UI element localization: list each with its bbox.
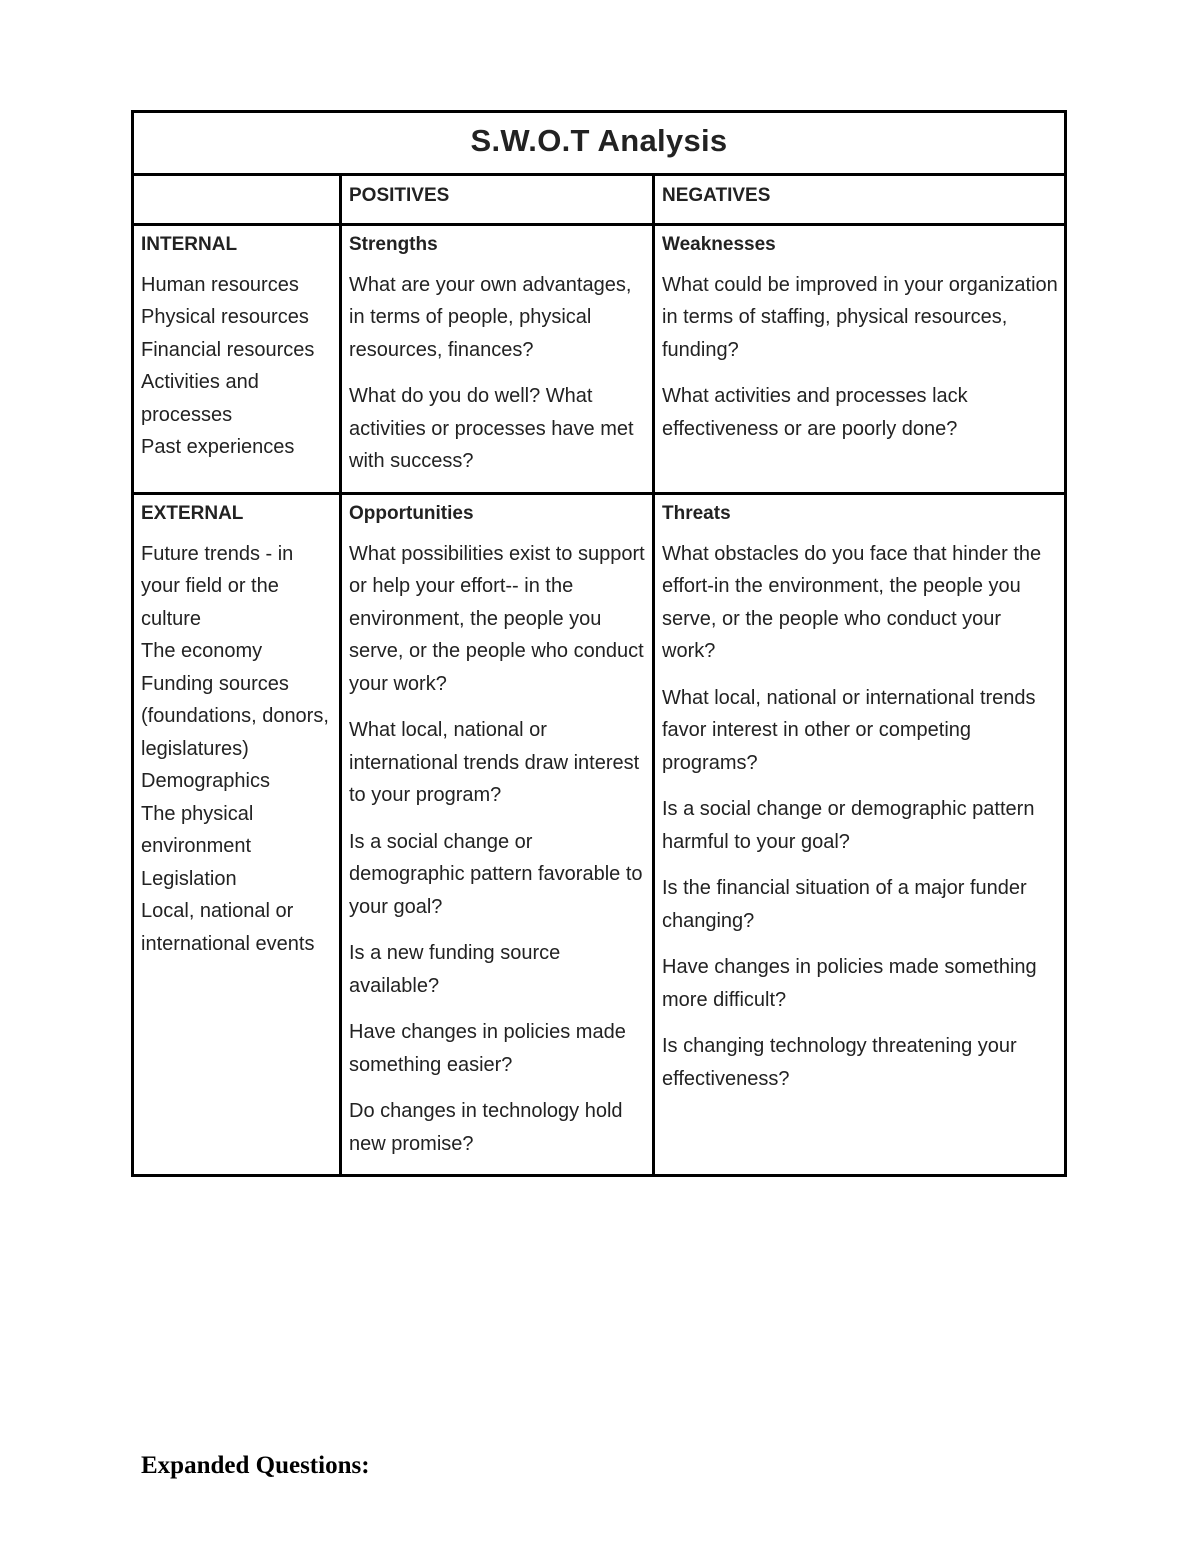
internal-item: Human resources (141, 273, 299, 296)
weaknesses-heading: Weaknesses (662, 233, 776, 255)
strengths-question: What do you do well? What activities or processes have met with success? (349, 385, 634, 472)
strengths-question: What are your own advantages, in terms of people, physical resources, finances? (349, 273, 632, 361)
opportunities-cell (341, 493, 654, 1176)
header-positives-cell (341, 175, 654, 225)
expanded-questions-heading: Expanded Questions: (141, 1452, 370, 1479)
internal-item: Past experiences (141, 436, 295, 458)
external-label: EXTERNAL (141, 502, 244, 524)
external-item: The economy (141, 640, 263, 662)
internal-label: INTERNAL (141, 233, 238, 255)
header-blank-cell (133, 175, 341, 225)
internal-item: Activities and processes (141, 371, 259, 426)
opportunities-question: What possibilities exist to support or help your effort-- in the environment, the people you serve, or the people who conduct your work? (349, 542, 645, 695)
internal-item: Financial resources (141, 338, 315, 361)
title-cell (133, 112, 1066, 175)
swot-table (131, 110, 1067, 1177)
external-factors-cell (133, 493, 341, 1176)
threats-question: Is the financial situation of a major funder changing? (662, 877, 1027, 932)
threats-question: What local, national or international trends favor interest in other or competing programs? (662, 686, 1036, 774)
header-negatives-cell (654, 175, 1066, 225)
opportunities-question: Do changes in technology hold new promise? (349, 1100, 623, 1155)
opportunities-heading: Opportunities (349, 502, 474, 524)
external-item: The physical environment (141, 802, 254, 857)
weaknesses-question: What activities and processes lack effectiveness or are poorly done? (662, 385, 968, 440)
threats-question: What obstacles do you face that hinder the effort-in the environment, the people you serve, or the people who conduct your work? (662, 542, 1042, 662)
header-negatives: NEGATIVES (662, 185, 771, 206)
opportunities-question: What local, national or international trends draw interest to your program? (349, 719, 640, 806)
threats-question: Is changing technology threatening your effectiveness? (662, 1035, 1017, 1090)
external-item: Funding sources (foundations, donors, legislatures) (141, 672, 329, 760)
threats-question: Is a social change or demographic pattern harmful to your goal? (662, 798, 1035, 853)
external-item: Future trends - in your field or the culture (141, 542, 294, 630)
strengths-cell (341, 224, 654, 493)
header-positives: POSITIVES (349, 185, 450, 206)
external-item: Local, national or international events (141, 900, 315, 955)
table-title: S.W.O.T Analysis (470, 122, 728, 158)
opportunities-question: Have changes in policies made something easier? (349, 1021, 626, 1076)
external-item: Demographics (141, 770, 270, 792)
threats-heading: Threats (662, 502, 731, 524)
internal-item: Physical resources (141, 306, 309, 328)
title-row (133, 112, 1066, 175)
weaknesses-cell (654, 224, 1066, 493)
external-row (133, 493, 1066, 1176)
internal-factors-cell (133, 224, 341, 493)
opportunities-question: Is a new funding source available? (349, 942, 561, 997)
opportunities-question: Is a social change or demographic pattern favorable to your goal? (349, 830, 643, 918)
internal-row (133, 224, 1066, 493)
header-row (133, 175, 1066, 225)
strengths-heading: Strengths (349, 233, 438, 255)
threats-cell (654, 493, 1066, 1176)
weaknesses-question: What could be improved in your organization in terms of staffing, physical resources, funding? (662, 273, 1058, 361)
external-item: Legislation (141, 867, 237, 890)
threats-question: Have changes in policies made something more difficult? (662, 956, 1037, 1011)
